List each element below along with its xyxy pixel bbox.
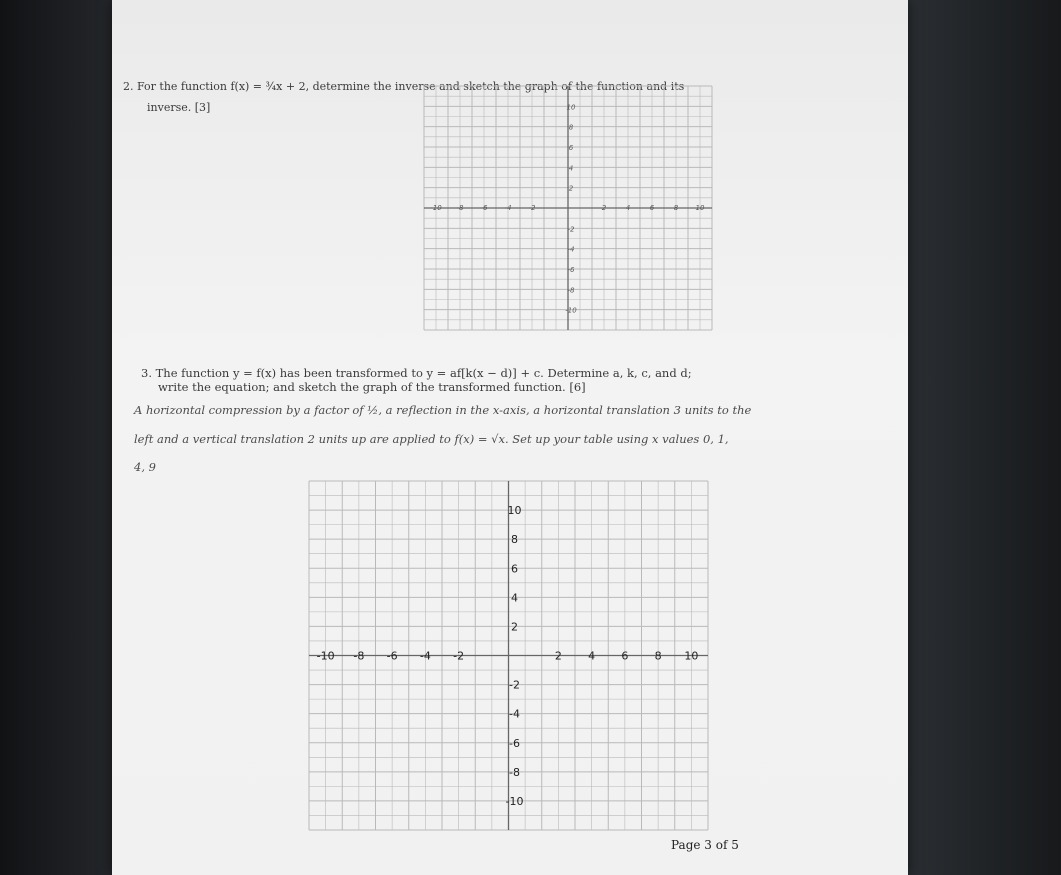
q2-x-tick-label: 10 <box>695 204 705 212</box>
q3-x-tick-label: 4 <box>588 649 596 663</box>
q3-y-tick-label: 8 <box>511 533 518 547</box>
q3-y-tick-label: -8 <box>509 765 520 779</box>
q3-x-tick-label: 6 <box>621 649 629 663</box>
q3-y-tick-label: 10 <box>507 504 522 518</box>
q3-y-tick-label: 6 <box>511 562 518 576</box>
q3-x-tick-label: -10 <box>316 649 335 663</box>
q2-x-tick-label: -8 <box>456 204 464 212</box>
question-3-instructions-2: left and a vertical translation 2 units up are applied to f(x) = √x. Set up your table using x values 0, 1, <box>134 432 729 446</box>
q3-x-tick-label: -2 <box>453 649 465 663</box>
q3-y-tick-label: -4 <box>509 707 520 721</box>
question-2-text: 2. For the function f(x) = ¾x + 2, determine the inverse and sketch the graph of the function and its <box>123 80 685 93</box>
q2-graph <box>424 86 712 330</box>
q2-x-tick-label: 6 <box>649 204 655 212</box>
q2-y-tick-label: 8 <box>568 123 574 132</box>
question-2-text-cont: inverse. [3] <box>147 101 211 114</box>
q2-y-tick-label: 6 <box>568 144 574 152</box>
q3-y-tick-label: -10 <box>505 794 524 808</box>
q2-x-tick-label: -6 <box>480 204 488 212</box>
question-3-text-cont: write the equation; and sketch the graph of the transformed function. [6] <box>158 380 586 394</box>
q3-x-tick-label: 8 <box>654 649 662 663</box>
q3-x-tick-label: -8 <box>353 649 365 663</box>
q2-y-tick-label: -8 <box>567 286 575 295</box>
q3-x-tick-label: -6 <box>386 649 398 663</box>
q2-y-tick-label: 4 <box>568 164 574 173</box>
q2-x-tick-label: -10 <box>430 204 442 212</box>
question-3-instructions-1: A horizontal compression by a factor of ½, a reflection in the x-axis, a horizontal translation 3 units to the <box>134 403 752 417</box>
question-3-text: 3. The function y = f(x) has been transformed to y = af[k(x − d)] + c. Determine a, k, c, and d; <box>141 366 692 380</box>
q2-x-tick-label: -4 <box>504 204 512 212</box>
q2-x-tick-label: 8 <box>673 204 679 212</box>
q3-y-tick-label: 4 <box>511 591 518 605</box>
page-number: Page 3 of 5 <box>671 838 739 852</box>
q3-y-tick-label: -6 <box>509 736 520 750</box>
q2-y-tick-label: -4 <box>567 245 575 254</box>
q2-y-tick-label: 10 <box>566 103 576 112</box>
q2-y-tick-label: -6 <box>567 266 575 274</box>
question-3-instructions-3: 4, 9 <box>134 460 156 474</box>
q2-y-tick-label: -10 <box>565 306 577 315</box>
q3-x-tick-label: 2 <box>554 649 562 663</box>
q2-x-tick-label: -2 <box>528 204 536 212</box>
q2-y-tick-label: 2 <box>568 184 574 193</box>
q2-y-tick-label: -2 <box>567 225 575 234</box>
q2-x-tick-label: 2 <box>601 204 607 212</box>
q3-graph <box>309 481 708 830</box>
q3-x-tick-label: -4 <box>419 649 431 663</box>
q2-x-tick-label: 4 <box>625 204 631 212</box>
q3-y-tick-label: 2 <box>511 620 518 634</box>
q3-x-tick-label: 10 <box>684 649 699 663</box>
q3-y-tick-label: -2 <box>509 678 520 692</box>
